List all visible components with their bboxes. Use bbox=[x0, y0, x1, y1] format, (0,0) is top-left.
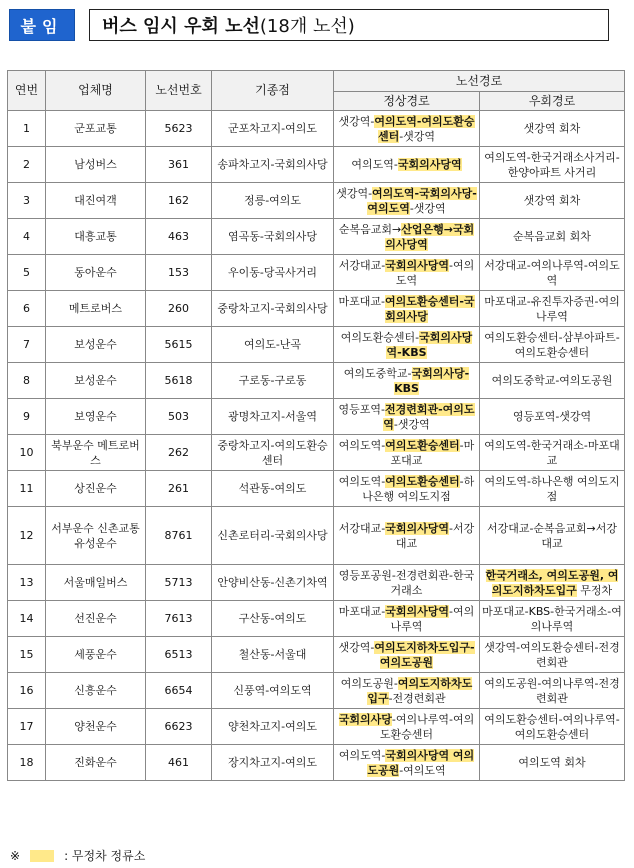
cell-normal-route bbox=[334, 291, 480, 327]
table-row bbox=[8, 745, 625, 781]
cell-normal-route bbox=[334, 745, 480, 781]
route-segment: 샛강역- bbox=[336, 186, 373, 200]
cell-terminus: 양천차고지-여의도 bbox=[212, 709, 334, 745]
route-segment: -전경련회관 bbox=[388, 691, 446, 705]
cell-no: 15 bbox=[8, 637, 46, 673]
cell-company: 선진운수 bbox=[46, 601, 146, 637]
no-stop-segment: 국회의사당역 bbox=[397, 158, 462, 171]
cell-route-no: 5713 bbox=[146, 565, 212, 601]
cell-normal-route bbox=[334, 471, 480, 507]
cell-terminus: 구산동-여의도 bbox=[212, 601, 334, 637]
no-stop-segment: 여의도환승센터 bbox=[385, 474, 460, 488]
table-row bbox=[8, 327, 625, 363]
cell-company: 남성버스 bbox=[46, 147, 146, 183]
no-stop-segment: 국회의사당 bbox=[338, 712, 392, 726]
cell-no: 8 bbox=[8, 363, 46, 399]
page-title: 버스 임시 우회 노선 bbox=[102, 16, 260, 37]
table-row bbox=[8, 435, 625, 471]
cell-detour-route: 여의도역 회차 bbox=[480, 745, 625, 781]
col-company: 업체명 bbox=[46, 71, 146, 111]
cell-terminus: 광명차고지-서울역 bbox=[212, 399, 334, 435]
cell-company: 보영운수 bbox=[46, 399, 146, 435]
route-segment: 여의도역- bbox=[351, 158, 398, 171]
title-box bbox=[89, 9, 609, 41]
cell-route-no: 6623 bbox=[146, 709, 212, 745]
legend-text: : 무정차 정류소 bbox=[64, 849, 146, 863]
cell-normal-route bbox=[334, 111, 480, 147]
cell-detour-route: 마포대교-KBS-한국거래소-여의나루역 bbox=[480, 601, 625, 637]
table-row bbox=[8, 637, 625, 673]
table-body bbox=[8, 111, 625, 781]
cell-company: 동아운수 bbox=[46, 255, 146, 291]
cell-terminus: 염곡동-국회의사당 bbox=[212, 219, 334, 255]
cell-route-no: 6654 bbox=[146, 673, 212, 709]
route-segment: 순복음교회→ bbox=[338, 222, 402, 236]
cell-company: 북부운수 메트로버스 bbox=[46, 435, 146, 471]
col-no: 연번 bbox=[8, 71, 46, 111]
cell-normal-route bbox=[334, 147, 480, 183]
route-segment: 샛강역- bbox=[338, 114, 375, 128]
no-stop-segment: 산업은행→국회의사당역 bbox=[385, 222, 475, 251]
route-segment: -여의나루역 bbox=[390, 604, 475, 633]
cell-route-no: 162 bbox=[146, 183, 212, 219]
cell-normal-route bbox=[334, 327, 480, 363]
cell-detour-route: 여의도역-한국거래소-마포대교 bbox=[480, 435, 625, 471]
route-segment: 영등포역- bbox=[338, 402, 385, 416]
cell-detour-route: 순복음교회 회차 bbox=[480, 219, 625, 255]
no-stop-segment: 국회의사당역 bbox=[385, 604, 449, 618]
cell-no: 6 bbox=[8, 291, 46, 327]
cell-company: 세풍운수 bbox=[46, 637, 146, 673]
no-stop-segment: 국회의사당역-KBS bbox=[386, 330, 473, 359]
col-detour: 우회경로 bbox=[480, 92, 625, 111]
cell-company: 메트로버스 bbox=[46, 291, 146, 327]
no-stop-segment: 여의도지하차도입구-여의도공원 bbox=[374, 640, 475, 669]
table-row bbox=[8, 183, 625, 219]
cell-no: 13 bbox=[8, 565, 46, 601]
no-stop-segment: 여의도역-여의도환승센터 bbox=[374, 114, 475, 143]
cell-route-no: 260 bbox=[146, 291, 212, 327]
cell-company: 양천운수 bbox=[46, 709, 146, 745]
cell-detour-route: 샛강역 회차 bbox=[480, 111, 625, 147]
cell-terminus: 중랑차고지-국회의사당 bbox=[212, 291, 334, 327]
cell-terminus: 구로동-구로동 bbox=[212, 363, 334, 399]
cell-terminus: 신촌로터리-국회의사당 bbox=[212, 507, 334, 565]
table-row bbox=[8, 219, 625, 255]
route-segment: -샛강역 bbox=[399, 129, 436, 143]
cell-route-no: 461 bbox=[146, 745, 212, 781]
cell-route-no: 5618 bbox=[146, 363, 212, 399]
table-row bbox=[8, 673, 625, 709]
table-row bbox=[8, 399, 625, 435]
table-row bbox=[8, 147, 625, 183]
cell-no: 1 bbox=[8, 111, 46, 147]
cell-detour-route: 여의도중학교-여의도공원 bbox=[480, 363, 625, 399]
cell-route-no: 7613 bbox=[146, 601, 212, 637]
cell-normal-route bbox=[334, 255, 480, 291]
cell-terminus: 안양비산동-신촌기차역 bbox=[212, 565, 334, 601]
legend-mark: ※ bbox=[10, 848, 21, 863]
cell-route-no: 503 bbox=[146, 399, 212, 435]
route-segment: 여의도역- bbox=[338, 748, 386, 762]
cell-route-no: 463 bbox=[146, 219, 212, 255]
no-stop-segment: 여의도지하차도입구 bbox=[367, 676, 473, 705]
cell-route-no: 5623 bbox=[146, 111, 212, 147]
cell-detour-route: 샛강역-여의도환승센터-전경련회관 bbox=[480, 637, 625, 673]
cell-detour-route: 서강대교-순복음교회→서강대교 bbox=[480, 507, 625, 565]
route-table bbox=[7, 70, 625, 781]
route-segment: 마포대교- bbox=[338, 294, 385, 308]
no-stop-segment: 여의도환승센터 bbox=[385, 438, 460, 452]
cell-normal-route bbox=[334, 673, 480, 709]
legend bbox=[10, 847, 145, 864]
cell-detour-route: 마포대교-유진투자증권-여의나루역 bbox=[480, 291, 625, 327]
cell-terminus: 정릉-여의도 bbox=[212, 183, 334, 219]
cell-no: 7 bbox=[8, 327, 46, 363]
cell-normal-route bbox=[334, 565, 480, 601]
cell-no: 3 bbox=[8, 183, 46, 219]
cell-company: 대흥교통 bbox=[46, 219, 146, 255]
cell-company: 서울매일버스 bbox=[46, 565, 146, 601]
cell-terminus: 중랑차고지-여의도환승센터 bbox=[212, 435, 334, 471]
cell-normal-route bbox=[334, 601, 480, 637]
cell-normal-route bbox=[334, 637, 480, 673]
table-row bbox=[8, 255, 625, 291]
cell-terminus: 장지차고지-여의도 bbox=[212, 745, 334, 781]
cell-no: 14 bbox=[8, 601, 46, 637]
col-terminus: 기종점 bbox=[212, 71, 334, 111]
table-row bbox=[8, 507, 625, 565]
route-segment: -서강대교 bbox=[395, 521, 475, 550]
cell-no: 4 bbox=[8, 219, 46, 255]
route-segment: -여의도역 bbox=[399, 763, 446, 777]
cell-detour-route: 여의도공원-여의나루역-전경련회관 bbox=[480, 673, 625, 709]
cell-normal-route bbox=[334, 435, 480, 471]
col-route-group: 노선경로 bbox=[334, 71, 625, 92]
table-row bbox=[8, 709, 625, 745]
table-row bbox=[8, 111, 625, 147]
route-segment: -마포대교 bbox=[390, 438, 475, 467]
route-segment: -하나은행 여의도지점 bbox=[362, 474, 475, 503]
cell-route-no: 361 bbox=[146, 147, 212, 183]
route-segment: -여의나루역-여의도환승센터 bbox=[379, 712, 475, 741]
cell-company: 진화운수 bbox=[46, 745, 146, 781]
route-segment: 여의도환승센터- bbox=[340, 330, 420, 344]
cell-terminus: 송파차고지-국회의사당 bbox=[212, 147, 334, 183]
cell-detour-route: 여의도역-한국거래소사거리-한양아파트 사거리 bbox=[480, 147, 625, 183]
cell-detour-route: 여의도환승센터-여의나루역-여의도환승센터 bbox=[480, 709, 625, 745]
col-route-no: 노선번호 bbox=[146, 71, 212, 111]
cell-detour-route: 서강대교-여의나루역-여의도역 bbox=[480, 255, 625, 291]
cell-terminus: 신풍역-여의도역 bbox=[212, 673, 334, 709]
no-stop-segment: 국회의사당역 여의도공원 bbox=[367, 748, 475, 777]
legend-swatch bbox=[30, 850, 54, 862]
cell-company: 신흥운수 bbox=[46, 673, 146, 709]
header bbox=[9, 9, 609, 41]
route-segment: 샛강역- bbox=[338, 640, 375, 654]
no-stop-segment: 여의도역-국회의사당-여의도역 bbox=[367, 186, 477, 215]
route-segment: -샛강역 bbox=[393, 417, 430, 431]
table-row bbox=[8, 565, 625, 601]
cell-company: 군포교통 bbox=[46, 111, 146, 147]
route-segment: -샛강역 bbox=[409, 201, 446, 215]
cell-no: 2 bbox=[8, 147, 46, 183]
attachment-tag: 붙임 bbox=[9, 9, 75, 41]
cell-route-no: 8761 bbox=[146, 507, 212, 565]
col-normal: 정상경로 bbox=[334, 92, 480, 111]
cell-normal-route bbox=[334, 183, 480, 219]
cell-company: 서부운수 신촌교통 유성운수 bbox=[46, 507, 146, 565]
cell-terminus: 여의도-난곡 bbox=[212, 327, 334, 363]
no-stop-segment: 전경련회관-여의도역 bbox=[383, 402, 475, 431]
cell-terminus: 군포차고지-여의도 bbox=[212, 111, 334, 147]
cell-no: 9 bbox=[8, 399, 46, 435]
cell-normal-route bbox=[334, 219, 480, 255]
no-stop-segment: 한국거래소, 여의도공원, 여의도지하차도입구 bbox=[485, 568, 619, 597]
cell-detour-route: 여의도역-하나은행 여의도지점 bbox=[480, 471, 625, 507]
cell-terminus: 석관동-여의도 bbox=[212, 471, 334, 507]
cell-terminus: 철산동-서울대 bbox=[212, 637, 334, 673]
route-segment: 서강대교- bbox=[338, 258, 386, 272]
route-segment: -여의도역 bbox=[395, 258, 475, 287]
cell-normal-route bbox=[334, 507, 480, 565]
route-segment: 여의도역- bbox=[338, 474, 386, 488]
cell-no: 17 bbox=[8, 709, 46, 745]
cell-normal-route bbox=[334, 363, 480, 399]
cell-no: 18 bbox=[8, 745, 46, 781]
no-stop-segment: 국회의사당-KBS bbox=[394, 366, 470, 395]
cell-no: 10 bbox=[8, 435, 46, 471]
cell-no: 11 bbox=[8, 471, 46, 507]
cell-company: 보성운수 bbox=[46, 327, 146, 363]
page-subtitle: (18개 노선) bbox=[259, 16, 355, 37]
cell-detour-route bbox=[480, 565, 625, 601]
cell-route-no: 262 bbox=[146, 435, 212, 471]
table-row bbox=[8, 291, 625, 327]
cell-no: 5 bbox=[8, 255, 46, 291]
table-row bbox=[8, 471, 625, 507]
cell-detour-route: 여의도환승센터-삼부아파트-여의도환승센터 bbox=[480, 327, 625, 363]
table-row bbox=[8, 601, 625, 637]
route-segment: 무정차 bbox=[576, 583, 613, 597]
table-row bbox=[8, 363, 625, 399]
cell-no: 16 bbox=[8, 673, 46, 709]
route-segment: 여의도중학교- bbox=[343, 366, 412, 380]
cell-terminus: 우이동-당곡사거리 bbox=[212, 255, 334, 291]
route-segment: 여의도역- bbox=[338, 438, 386, 452]
cell-normal-route bbox=[334, 399, 480, 435]
cell-company: 상진운수 bbox=[46, 471, 146, 507]
cell-route-no: 261 bbox=[146, 471, 212, 507]
cell-no: 12 bbox=[8, 507, 46, 565]
no-stop-segment: 국회의사당역 bbox=[385, 521, 449, 535]
no-stop-segment: 국회의사당역 bbox=[385, 258, 449, 272]
route-segment: 영등포공원-전경련회관-한국거래소 bbox=[338, 568, 475, 597]
cell-company: 보성운수 bbox=[46, 363, 146, 399]
cell-company: 대진여객 bbox=[46, 183, 146, 219]
cell-detour-route: 샛강역 회차 bbox=[480, 183, 625, 219]
no-stop-segment: 여의도환승센터-국회의사당 bbox=[384, 294, 475, 323]
route-segment: 서강대교- bbox=[338, 521, 386, 535]
route-segment: 마포대교- bbox=[338, 604, 386, 618]
cell-route-no: 6513 bbox=[146, 637, 212, 673]
cell-detour-route: 영등포역-샛강역 bbox=[480, 399, 625, 435]
route-segment: 여의도공원- bbox=[340, 676, 398, 690]
cell-route-no: 5615 bbox=[146, 327, 212, 363]
cell-route-no: 153 bbox=[146, 255, 212, 291]
cell-normal-route bbox=[334, 709, 480, 745]
